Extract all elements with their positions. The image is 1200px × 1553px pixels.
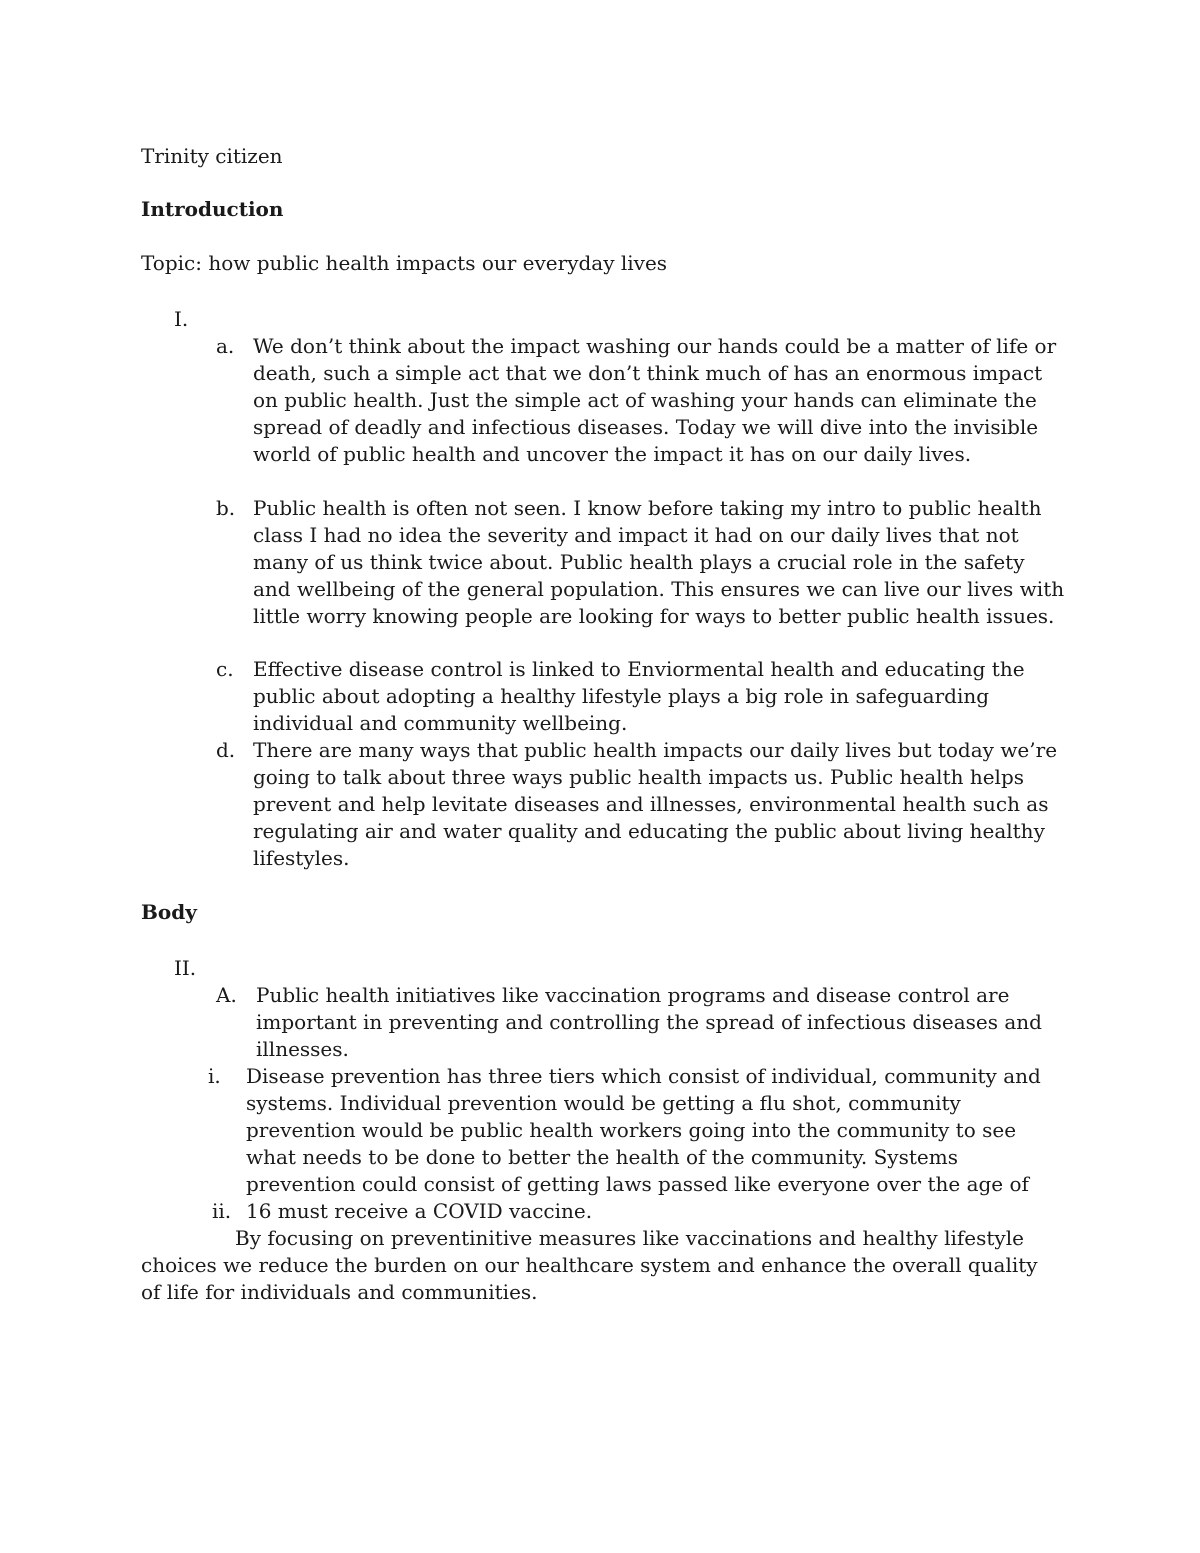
intro-item-c [216, 656, 1066, 737]
intro-item-b [216, 495, 1066, 630]
list-marker: a. [216, 334, 235, 358]
introduction-heading: Introduction [141, 197, 284, 221]
list-item-text: Public health is often not seen. I know before taking my intro to public health class I had no idea the severity and impact it had on our daily lives that not many of us think twice about. Public health plays a crucial role in the safety and wellbeing of the general population. This ensures we can live our lives with little worry knowing people are looking for ways to better public health issues. [253, 496, 1065, 628]
intro-item-a [216, 333, 1066, 468]
list-item-text: There are many ways that public health impacts our daily lives but today we’re going to talk about three ways public health impacts us. Public health helps prevent and help levitate diseases and illnesses, environmental health such as regulating air and water quality and educating the public about living healthy lifestyles. [253, 738, 1058, 870]
closing-paragraph: By focusing on preventinitive measures like vaccinations and healthy lifestyle choices we reduce the burden on our healthcare system and enhance the overall quality of life for individuals and communities. [141, 1226, 1038, 1304]
list-item-text: Public health initiatives like vaccination programs and disease control are important in preventing and controlling the spread of infectious diseases and illnesses. [256, 983, 1042, 1061]
list-item-text: Effective disease control is linked to Enviormental health and educating the public about adopting a healthy lifestyle plays a big role in safeguarding individual and community wellbeing. [253, 657, 1025, 735]
list-marker: d. [216, 738, 236, 762]
list-item-text: We don’t think about the impact washing our hands could be a matter of life or death, such a simple act that we don’t think much of has an enormous impact on public health. Just the simple act of washing your hands can eliminate the spread of deadly and infectious diseases. Today we will dive into the invisible world of public health and uncover the impact it has on our daily lives. [253, 334, 1057, 466]
list-item-text: Disease prevention has three tiers which consist of individual, community and systems. Individual prevention would be getting a flu shot, community prevention would be public health workers going into the community to see what needs to be done to better the health of the community. Systems prevention could consist of getting laws passed like everyone over the age of 16 must receive a COVID vaccine. [246, 1064, 1041, 1223]
intro-item-d [216, 737, 1066, 872]
section-numeral-2: II. [174, 956, 197, 980]
body-heading: Body [141, 900, 197, 924]
body-subitem-i [208, 1063, 1058, 1225]
author-name: Trinity citizen [141, 144, 283, 168]
list-marker: b. [216, 496, 236, 520]
body-item-A [216, 982, 1066, 1063]
section-numeral-1: I. [174, 307, 189, 331]
list-marker: ii. [212, 1199, 232, 1223]
list-marker: c. [216, 657, 234, 681]
list-marker: A. [216, 983, 237, 1007]
list-marker: i. [208, 1064, 221, 1088]
topic-line: Topic: how public health impacts our everyday lives [141, 251, 668, 275]
